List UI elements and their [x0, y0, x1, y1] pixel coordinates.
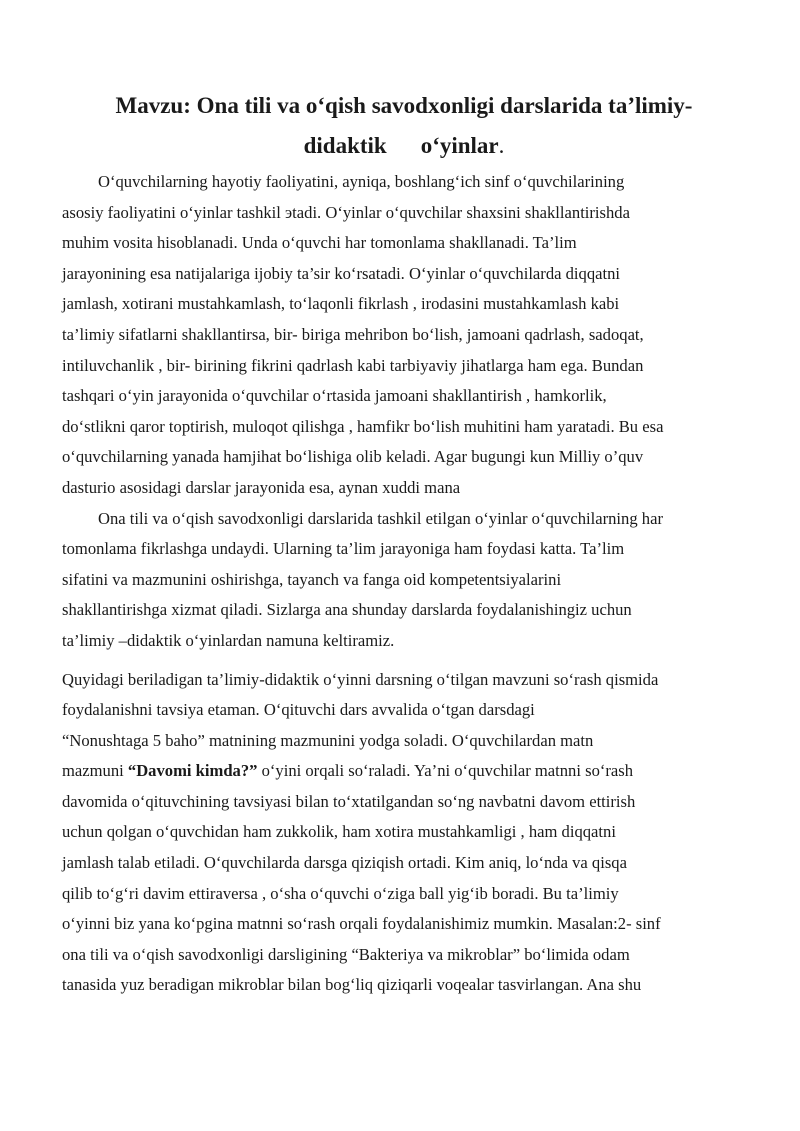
document-page — [62, 86, 746, 1001]
game-line-prefix: mazmuni — [62, 761, 128, 781]
paragraph-1-line: muhim vosita hisoblanadi. Unda o‘quvchi har tomonlama shakllanadi. Ta’lim — [62, 233, 577, 253]
paragraph-1-line: tashqari o‘yin jarayonida o‘quvchilar o‘rtasida jamoani shakllantirish , hamkorlik, — [62, 386, 607, 406]
paragraph-2-line: tomonlama fikrlashga undaydi. Ularning ta’lim jarayoniga ham foydasi katta. Ta’lim — [62, 539, 625, 559]
paragraph-3-line: tanasida yuz beradigan mikroblar bilan bog‘liq qiziqarli voqealar tasvirlangan. Ana shu — [62, 975, 642, 995]
game-name-davomi-kimda: “Davomi kimda?” — [127, 761, 258, 781]
paragraph-1-line: asosiy faoliyatini o‘yinlar tashkil эtadi. O‘yinlar o‘quvchilar shaxsini shakllantirishda — [62, 202, 630, 222]
document-title — [62, 86, 746, 166]
title-line-2 — [62, 126, 746, 166]
paragraph-3-line: qilib to‘g‘ri davim ettiraversa , o‘sha o‘quvchi o‘ziga ball yig‘ib boradi. Bu ta’limiy — [62, 883, 619, 903]
paragraph-3-line: Quyidagi beriladigan ta’limiy-didaktik o‘yinni darsning o‘tilgan mavzuni so‘rash qismida — [62, 669, 659, 689]
title-word-didaktik: didaktik — [303, 133, 387, 158]
paragraph-2-line: Ona tili va o‘qish savodxonligi darslarida tashkil etilgan o‘yinlar o‘quvchilarning har — [98, 508, 663, 528]
paragraph-3-line: uchun qolgan o‘quvchidan ham zukkolik, ham xotira mustahkamligi , ham diqqatni — [62, 822, 616, 842]
title-line-1: Mavzu: Ona tili va o‘qish savodxonligi darslarida ta’limiy- — [115, 93, 693, 118]
paragraph-1-line: ta’limiy sifatlarni shakllantirsa, bir- biriga mehribon bo‘lish, jamoani qadrlash, sadoqat, — [62, 324, 644, 344]
paragraph-3-line: davomida o‘qituvchining tavsiyasi bilan to‘xtatilgandan so‘ng navbatni davom ettirish — [62, 791, 636, 811]
title-period: . — [498, 133, 505, 158]
paragraph-1-line: intiluvchanlik , bir- birining fikrini qadrlash kabi tarbiyaviy jihatlarga ham ega. Bundan — [62, 355, 644, 375]
paragraph-1-line: jamlash, xotirani mustahkamlash, to‘laqonli fikrlash , irodasini mustahkamlash kabi — [62, 294, 620, 314]
paragraph-3 — [62, 665, 746, 1002]
paragraph-1-line: dasturio asosidagi darslar jarayonida esa, aynan xuddi mana — [62, 477, 461, 497]
paragraph-3-line: jamlash talab etiladi. O‘quvchilarda darsga qiziqish ortadi. Kim aniq, lo‘nda va qisqa — [62, 853, 627, 873]
paragraph-3-line-with-game-name — [62, 756, 746, 787]
paragraph-1-line: o‘quvchilarning yanada hamjihat bo‘lishiga olib keladi. Agar bugungi kun Milliy o’quv — [62, 447, 644, 467]
paragraph-1-line: O‘quvchilarning hayotiy faoliyatini, ayniqa, boshlang‘ich sinf o‘quvchilarining — [98, 172, 625, 191]
paragraph-3-line: “Nonushtaga 5 baho” matnining mazmunini yodga soladi. O‘quvchilardan matn — [62, 730, 594, 750]
paragraph-3-line: foydalanishni tavsiya etaman. O‘qituvchi dars avvalida o‘tgan darsdagi — [62, 700, 535, 720]
paragraph-2-line: shakllantirishga xizmat qiladi. Sizlarga ana shunday darslarda foydalanishingiz uchun — [62, 600, 632, 620]
paragraph-2 — [62, 504, 746, 657]
paragraph-3-line: o‘yinni biz yana ko‘pgina matnni so‘rash orqali foydalanishimiz mumkin. Masalan:2- sinf — [62, 914, 661, 934]
paragraph-2-line: sifatini va mazmunini oshirishga, tayanch va fanga oid kompetentsiyalarini — [62, 569, 562, 589]
paragraph-1-line: do‘stlikni qaror toptirish, muloqot qilishga , hamfikr bo‘lish muhitini ham yaratadi. Bu esa — [62, 416, 664, 436]
paragraph-3-line: ona tili va o‘qish savodxonligi darsligining “Bakteriya va mikroblar” bo‘limida odam — [62, 944, 630, 964]
paragraph-1-line: jarayonining esa natijalariga ijobiy ta’sir ko‘rsatadi. O‘yinlar o‘quvchilarda diqqatni — [62, 263, 621, 283]
paragraph-2-line: ta’limiy –didaktik o‘yinlardan namuna keltiramiz. — [62, 630, 395, 650]
paragraph-1 — [62, 167, 746, 504]
title-word-oyinlar: o‘yinlar — [420, 133, 499, 158]
game-line-suffix: o‘yini orqali so‘raladi. Ya’ni o‘quvchilar matnni so‘rash — [257, 761, 634, 781]
